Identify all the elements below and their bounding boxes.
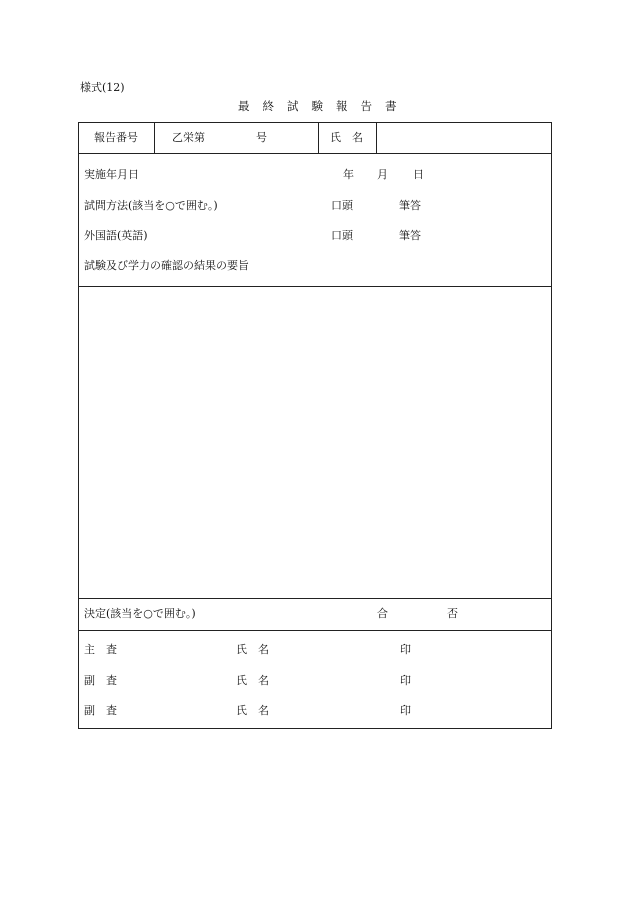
- date-label: 実施年月日: [84, 168, 139, 181]
- form-label: 様式(12): [80, 81, 125, 94]
- report-number-suffix: 号: [256, 131, 267, 144]
- examiner-name-label: 氏 名: [236, 704, 269, 717]
- method-label: 試問方法(該当を○で囲む。): [84, 199, 218, 212]
- divider-summary: [78, 598, 552, 599]
- report-number-prefix: 乙栄第: [172, 131, 205, 144]
- examiner-role: 副 査: [84, 674, 117, 687]
- seal-mark: 印: [400, 674, 411, 687]
- examiner-name-label: 氏 名: [236, 674, 269, 687]
- divider-v3: [376, 122, 377, 154]
- decision-pass: 合: [377, 607, 388, 620]
- page-title: 最終試験報告書: [238, 99, 410, 113]
- date-day: 日: [413, 168, 424, 181]
- summary-area[interactable]: [80, 288, 550, 596]
- language-oral: 口頭: [331, 229, 353, 242]
- divider-info: [78, 286, 552, 287]
- method-written: 筆答: [399, 199, 421, 212]
- language-label: 外国語(英語): [84, 229, 148, 242]
- divider-v2: [318, 122, 319, 154]
- date-month: 月: [377, 168, 388, 181]
- divider-decision: [78, 630, 552, 631]
- decision-fail: 否: [447, 607, 458, 620]
- examiner-role: 主 査: [84, 643, 117, 656]
- report-number-label: 報告番号: [94, 131, 138, 144]
- name-label: 氏 名: [330, 131, 363, 144]
- examiner-name-label: 氏 名: [236, 643, 269, 656]
- summary-label: 試験及び学力の確認の結果の要旨: [84, 259, 249, 272]
- name-field[interactable]: [380, 126, 548, 150]
- seal-mark: 印: [400, 643, 411, 656]
- divider-v1: [154, 122, 155, 154]
- decision-label: 決定(該当を○で囲む。): [84, 607, 196, 620]
- divider-header: [78, 153, 552, 154]
- language-written: 筆答: [399, 229, 421, 242]
- method-oral: 口頭: [331, 199, 353, 212]
- seal-mark: 印: [400, 704, 411, 717]
- examiner-role: 副 査: [84, 704, 117, 717]
- date-year: 年: [343, 168, 354, 181]
